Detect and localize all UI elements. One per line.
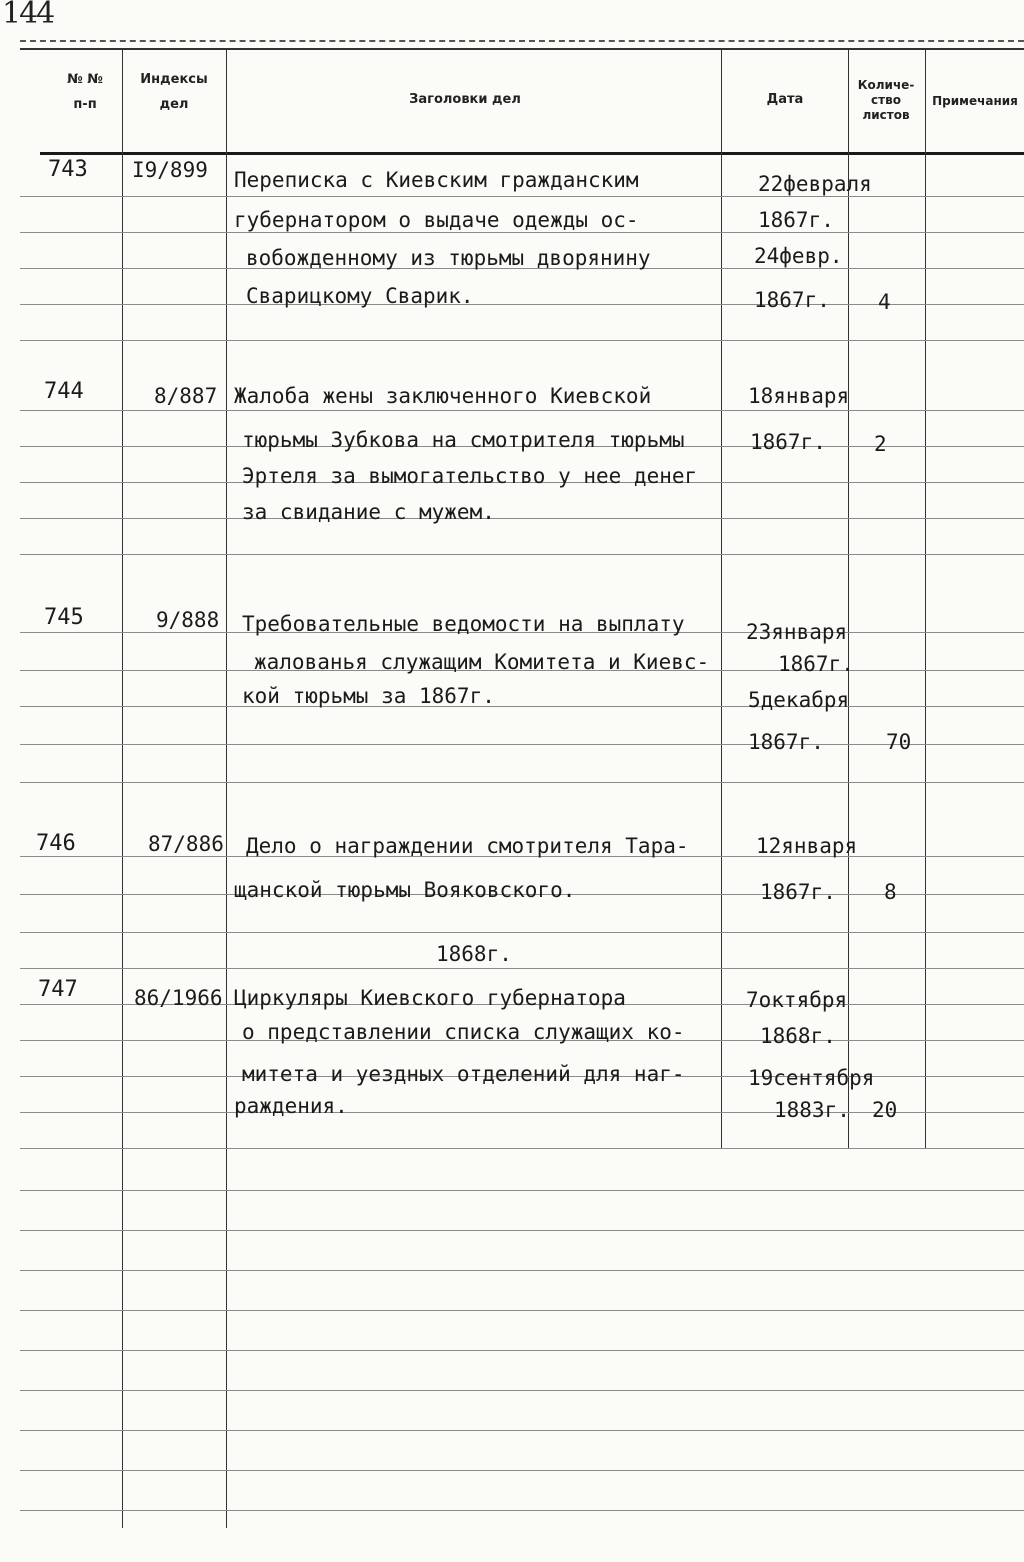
record-date: 23января xyxy=(746,620,848,644)
record-count: 70 xyxy=(886,730,912,754)
header-num: № № п-п xyxy=(67,72,103,112)
record-count: 2 xyxy=(874,432,887,456)
record-title-line: Циркуляры Киевского губернатора xyxy=(234,986,626,1010)
record-date: 1867г. xyxy=(778,652,854,676)
record-count: 8 xyxy=(884,880,897,904)
top-rule xyxy=(20,40,1024,42)
header-date: Дата xyxy=(766,92,804,107)
col-divider-1 xyxy=(122,48,123,1528)
year-heading: 1868г. xyxy=(436,942,512,966)
record-title-line: губернатором о выдаче одежды ос- xyxy=(234,208,639,232)
record-title-line: щанской тюрьмы Вояковского. xyxy=(234,878,576,902)
col-divider-2 xyxy=(226,48,227,1528)
record-index: 87/886 xyxy=(148,832,224,856)
record-count: 20 xyxy=(872,1098,898,1122)
col-divider-5 xyxy=(925,48,926,1148)
record-index: 86/1966 xyxy=(134,986,223,1010)
header-count: Количе- ство листов xyxy=(857,78,915,122)
record-date: 12января xyxy=(756,834,858,858)
corner-mark: 144 xyxy=(2,0,54,31)
record-count: 4 xyxy=(878,290,891,314)
record-date: 1867г. xyxy=(758,208,834,232)
record-title-line: вобожденному из тюрьмы дворянину xyxy=(246,246,651,270)
record-title-line: за свидание с мужем. xyxy=(242,500,495,524)
record-title-line: о представлении списка служащих ко- xyxy=(242,1020,685,1044)
record-title-line: кой тюрьмы за 1867г. xyxy=(242,684,495,708)
record-date: 1867г. xyxy=(754,288,830,312)
record-title-line: Сварицкому Сварик. xyxy=(246,284,474,308)
record-date: 22февраля xyxy=(758,172,872,196)
record-index: I9/899 xyxy=(132,158,208,182)
record-title-line: жалованья служащим Комитета и Киевс- xyxy=(254,650,710,674)
col-divider-3 xyxy=(721,48,722,1148)
header-notes: Примечания xyxy=(932,94,1018,108)
record-date: 24февр. xyxy=(754,244,843,268)
record-num: 745 xyxy=(44,605,84,630)
record-title-line: тюрьмы Зубкова на смотрителя тюрьмы xyxy=(242,428,685,452)
record-title-line: митета и уездных отделений для наг- xyxy=(242,1062,685,1086)
record-title-line: Дело о награждении смотрителя Тара- xyxy=(246,834,689,858)
header-title: Заголовки дел xyxy=(409,92,521,107)
record-index: 9/888 xyxy=(156,608,220,632)
record-title-line: Жалоба жены заключенного Киевской xyxy=(234,384,652,408)
record-title-line: Эртеля за вымогательство у нее денег xyxy=(242,464,698,488)
record-title-line: Переписка с Киевским гражданским xyxy=(234,168,639,192)
record-title-line: раждения. xyxy=(234,1094,348,1118)
record-date: 7октября xyxy=(746,988,848,1012)
record-index: 8/887 xyxy=(154,384,218,408)
record-num: 744 xyxy=(44,379,84,404)
header-rule xyxy=(40,152,1024,155)
record-date: 1868г. xyxy=(760,1024,836,1048)
record-date: 18января xyxy=(748,384,850,408)
record-date: 1867г. xyxy=(760,880,836,904)
record-date: 1867г. xyxy=(750,430,826,454)
col-divider-4 xyxy=(848,48,849,1148)
record-date: 1867г. xyxy=(748,730,824,754)
record-num: 743 xyxy=(48,157,88,182)
record-num: 747 xyxy=(38,977,78,1002)
record-title-line: Требовательные ведомости на выплату xyxy=(242,612,685,636)
record-num: 746 xyxy=(36,831,76,856)
record-date: 1883г. xyxy=(774,1098,850,1122)
record-date: 19сентября xyxy=(748,1066,875,1090)
header-index: Индексы дел xyxy=(140,72,208,112)
top-rule-2 xyxy=(20,48,1024,50)
record-date: 5декабря xyxy=(748,688,850,712)
